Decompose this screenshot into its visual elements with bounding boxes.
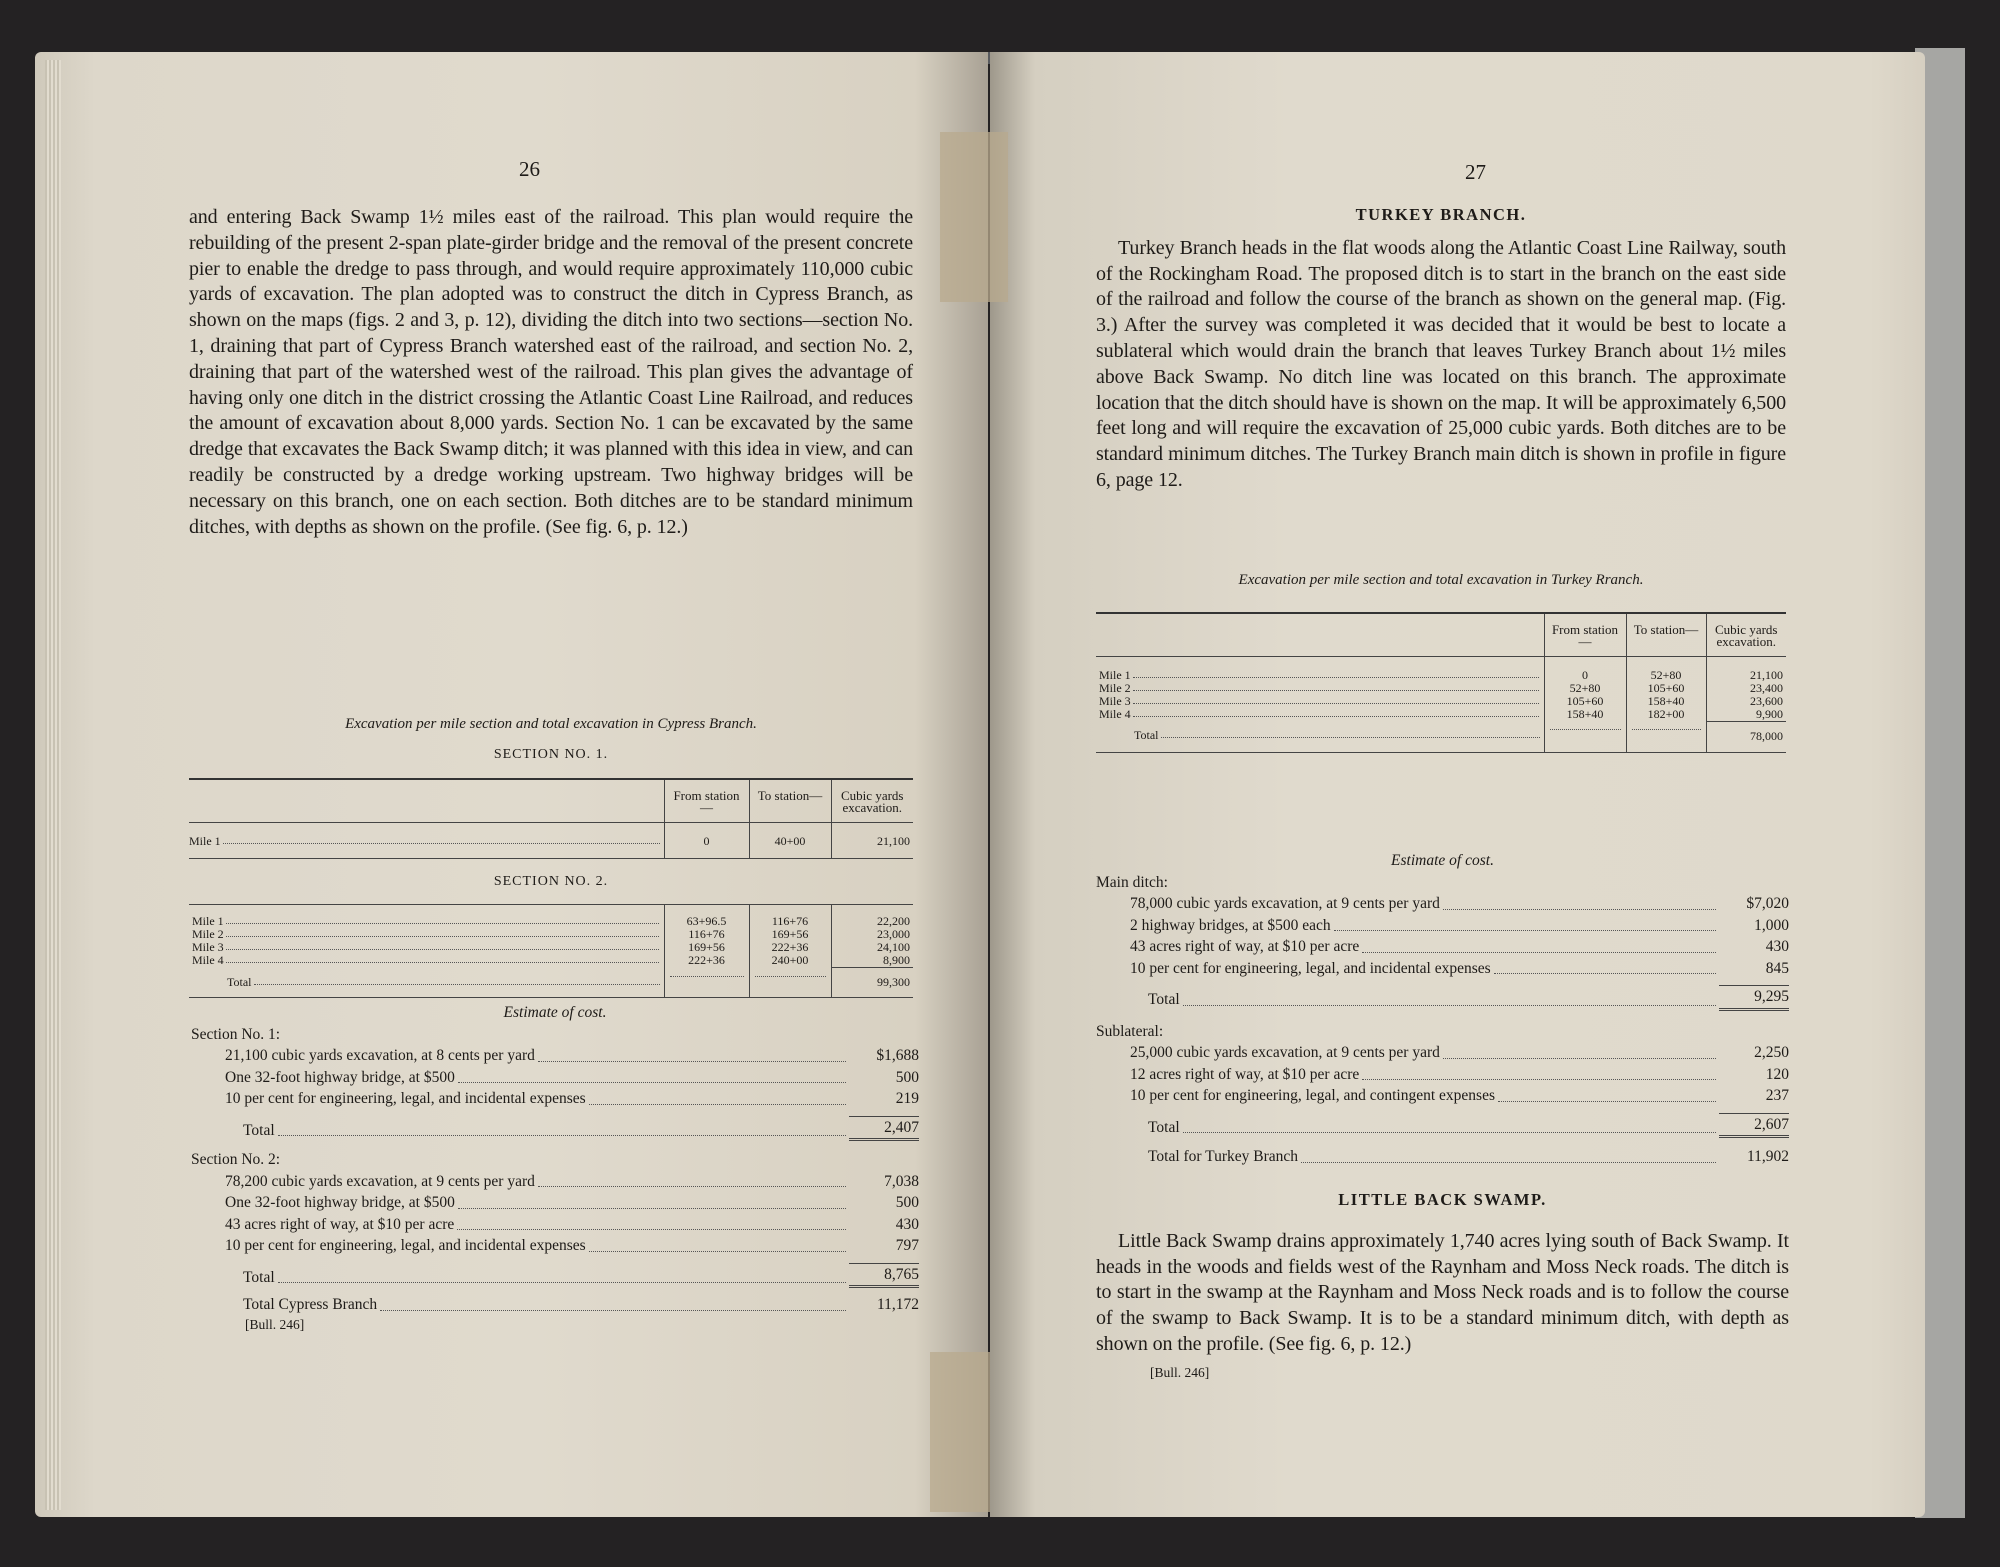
cost-item	[191, 1214, 919, 1236]
left-page	[35, 52, 988, 1517]
to-station: 240+00	[771, 953, 809, 968]
cost-amount: 500	[895, 1194, 919, 1211]
cost-item	[1096, 936, 1789, 958]
turkey-cost-estimate	[1096, 850, 1789, 1168]
cubic-yards: 8,900	[883, 953, 910, 968]
cost-item	[1096, 1042, 1789, 1064]
cost-amount: 7,038	[884, 1172, 919, 1190]
table-caption: Excavation per mile section and total excavation in Turkey Rranch.	[1238, 572, 1644, 588]
repair-tape	[940, 132, 990, 302]
cost-amount: 1,000	[1754, 916, 1789, 934]
section-heading: LITTLE BACK SWAMP.	[1338, 1190, 1547, 1209]
cost-label: 21,100 cubic yards excavation, at 8 cents per yard	[225, 1047, 535, 1064]
cost-label: 12 acres right of way, at $10 per acre	[1130, 1065, 1360, 1083]
total-value: 99,300	[831, 968, 913, 998]
paragraph: and entering Back Swamp 1½ miles east of the railroad. This plan would require the rebuilding of the present 2-span plate-girder bridge and the removal of the present concrete pier to enable the dredge to pass through, and would require approximately 110,000 cubic yards of excavation. The plan adopted was to construct the ditch in Cypress Branch, as shown on the maps (figs. 2 and 3, p. 12), dividing the ditch into two sections—section No. 1, draining that part of Cypress Branch watershed east of the railroad, and section No. 2, draining that part of the watershed west of the railroad. This plan gives the advantage of having only one ditch in the district crossing the Atlantic Coast Line Railroad, and reduces the amount of excavation about 8,000 yards. Section No. 1 can be excavated by the same dredge that excavates the Back Swamp ditch; it was planned with this idea in view, and can readily be constructed by a dredge working upstream. Two highway bridges will be necessary on this branch, one on each section. Both ditches are to be standard minimum ditches, with depths as shown on the profile. (See fig. 6, p. 12.)	[189, 206, 913, 538]
cubic-yards: 23,400	[1750, 680, 1783, 695]
cubic-yards: 22,200	[877, 914, 910, 929]
column-header: From station—	[1544, 613, 1626, 657]
total-label: Total	[1134, 728, 1159, 743]
cost-total-amount: 2,407	[849, 1116, 919, 1142]
cost-label: 78,000 cubic yards excavation, at 9 cents per yard	[1130, 895, 1440, 912]
page-edges	[45, 60, 61, 1510]
cost-item	[1096, 1085, 1789, 1107]
cost-amount: 2,250	[1754, 1044, 1789, 1061]
column-header: Cubic yards excavation.	[1706, 613, 1786, 657]
right-body-continued	[1096, 1187, 1789, 1386]
bulletin-number: [Bull. 246]	[1150, 1364, 1210, 1380]
section-heading: TURKEY BRANCH.	[1355, 205, 1527, 224]
cost-label: 2 highway bridges, at $500 each	[1130, 916, 1331, 934]
repair-tape	[930, 1352, 990, 1512]
row-label: Mile 3	[192, 940, 224, 955]
cost-label: 25,000 cubic yards excavation, at 9 cents per yard	[1130, 1044, 1440, 1061]
from-station: 169+56	[688, 940, 725, 955]
left-body	[189, 205, 913, 540]
cost-heading: Sublateral:	[1096, 1022, 1164, 1040]
cost-total-label: Total	[243, 1268, 275, 1286]
total-label: Total	[227, 974, 252, 989]
section-1-table	[189, 778, 913, 859]
from-station: 0	[1582, 667, 1588, 682]
from-station: 105+60	[1566, 693, 1604, 708]
row-label: Mile 3	[1099, 693, 1131, 708]
repair-tape	[990, 132, 1008, 302]
open-book	[35, 52, 1930, 1517]
grand-total	[191, 1294, 919, 1316]
right-page	[990, 52, 1925, 1517]
cost-label: 43 acres right of way, at $10 per acre	[225, 1215, 455, 1233]
cost-total	[191, 1263, 919, 1289]
cubic-yards: 23,000	[877, 927, 910, 942]
cost-total-amount: 9,295	[1719, 985, 1789, 1011]
cost-label: 10 per cent for engineering, legal, and incidental expenses	[225, 1090, 586, 1107]
page-number: 26	[519, 157, 540, 181]
cost-heading: Section No. 2:	[191, 1151, 281, 1168]
column-header: To station—	[749, 779, 831, 823]
from-station: 116+76	[688, 927, 725, 942]
to-station: 105+60	[1647, 680, 1685, 695]
cost-item	[191, 1088, 919, 1110]
row-label: Mile 2	[1099, 680, 1131, 695]
cost-label: One 32-foot highway bridge, at $500	[225, 1194, 455, 1211]
cost-total-label: Total	[1148, 1118, 1180, 1136]
turkey-table	[1096, 612, 1786, 754]
cost-item	[191, 1045, 919, 1067]
paragraph-text: Little Back Swamp drains approximately 1,740 acres lying south of Back Swamp. It heads in the woods and fields west of the Raynham and Moss Neck roads. The ditch is to start in the swamp at the Raynham and Moss Neck roads and is to follow the course of the swamp to Back Swamp. It is to be a standard minimum ditch, with depth as shown on the profile. (See fig. 6, p. 12.)	[1096, 1229, 1789, 1355]
cubic-yards: 24,100	[877, 940, 910, 955]
cubic-yards: 21,100	[1750, 667, 1783, 682]
row-label: Mile 1	[1099, 667, 1131, 682]
right-body	[1096, 202, 1786, 494]
cypress-cost-estimate	[191, 1002, 919, 1335]
cost-label: 43 acres right of way, at $10 per acre	[1130, 938, 1360, 955]
cost-label: 78,200 cubic yards excavation, at 9 cents per yard	[225, 1172, 535, 1190]
to-station: 182+00	[1647, 706, 1685, 721]
cost-item	[1096, 1064, 1789, 1086]
to-station: 169+56	[771, 927, 809, 942]
grand-total-amount: 11,172	[876, 1296, 919, 1313]
cost-item	[191, 1235, 919, 1257]
estimate-caption: Estimate of cost.	[503, 1004, 607, 1021]
cost-amount: 500	[895, 1068, 919, 1086]
table-total-row	[189, 968, 913, 998]
cost-label: 10 per cent for engineering, legal, and contingent expenses	[1130, 1087, 1495, 1104]
cubic-yards: 23,600	[1750, 693, 1783, 708]
grand-total-label: Total Cypress Branch	[243, 1296, 378, 1313]
table-row	[189, 822, 913, 858]
cost-item	[1096, 958, 1789, 980]
cost-amount: 430	[895, 1215, 919, 1233]
grand-total	[1096, 1146, 1789, 1168]
grand-total-amount: 11,902	[1746, 1148, 1789, 1165]
section-title: SECTION NO. 1.	[493, 746, 609, 762]
cost-item	[191, 1067, 919, 1089]
estimate-caption: Estimate of cost.	[1391, 852, 1494, 869]
cost-total	[1096, 985, 1789, 1011]
table-caption: Excavation per mile section and total excavation in Cypress Branch.	[345, 716, 757, 732]
cost-item	[191, 1171, 919, 1193]
grand-total-label: Total for Turkey Branch	[1148, 1148, 1299, 1165]
paragraph	[1096, 236, 1786, 494]
cost-item	[1096, 893, 1789, 915]
cost-amount: 845	[1765, 959, 1789, 977]
bulletin-number: [Bull. 246]	[245, 1316, 305, 1332]
from-station: 63+96.5	[686, 914, 727, 929]
to-station: 52+80	[1650, 667, 1682, 682]
page-number: 27	[1465, 160, 1486, 184]
cost-label: One 32-foot highway bridge, at $500	[225, 1068, 455, 1086]
to-station: 116+76	[771, 914, 809, 929]
section-title: SECTION NO. 2.	[493, 873, 609, 889]
cubic-yards: 9,900	[1756, 706, 1783, 721]
cost-total	[1096, 1113, 1789, 1139]
cost-total-label: Total	[243, 1121, 275, 1139]
column-header: From station—	[664, 779, 749, 823]
cost-label: 10 per cent for engineering, legal, and incidental expenses	[1130, 959, 1491, 977]
row-label: Mile 4	[1099, 706, 1131, 721]
cost-item	[1096, 915, 1789, 937]
to-station: 222+36	[771, 940, 809, 955]
from-station: 0	[664, 822, 749, 858]
cost-amount: $1,688	[876, 1047, 919, 1064]
cypress-excavation-table	[189, 712, 913, 998]
from-station: 52+80	[1569, 680, 1601, 695]
cost-heading: Section No. 1:	[191, 1025, 281, 1043]
column-header: To station—	[1626, 613, 1706, 657]
cost-amount: 120	[1765, 1065, 1789, 1083]
from-station: 222+36	[688, 953, 725, 968]
from-station: 158+40	[1566, 706, 1604, 721]
cost-amount: 237	[1765, 1087, 1789, 1104]
to-station: 40+00	[749, 822, 831, 858]
to-station: 158+40	[1647, 693, 1685, 708]
cost-amount: $7,020	[1746, 895, 1789, 912]
cost-amount: 219	[895, 1090, 919, 1107]
cost-heading: Main ditch:	[1096, 873, 1168, 891]
total-value: 78,000	[1706, 721, 1786, 753]
paragraph	[1096, 1229, 1789, 1358]
cost-amount: 430	[1765, 938, 1789, 955]
table-total-row	[1096, 721, 1786, 753]
cost-total-label: Total	[1148, 991, 1180, 1008]
cost-total-amount: 2,607	[1719, 1113, 1789, 1139]
turkey-excavation-table	[1096, 568, 1786, 753]
row-label: Mile 1	[192, 914, 224, 929]
cubic-yards: 21,100	[831, 822, 913, 858]
row-label: Mile 4	[192, 953, 224, 968]
row-label: Mile 1	[189, 833, 221, 848]
paragraph-text: Turkey Branch heads in the flat woods along the Atlantic Coast Line Railway, south of the Rockingham Road. The proposed ditch is to start in the branch on the east side of the railroad and follow the course of the branch as shown on the general map. (Fig. 3.) After the survey was completed it was decided that it would be best to locate a sublateral which would drain the branch that leaves Turkey Branch about 1½ miles above Back Swamp. No ditch line was located on this branch. The approximate location that the ditch should have is shown on the map. It will be approximately 6,500 feet long and will require the excavation of 25,000 cubic yards. Both ditches are to be standard minimum ditches. The Turkey Branch main ditch is shown in profile in figure 6, page 12.	[1096, 236, 1786, 491]
cost-total	[191, 1116, 919, 1142]
cost-item	[191, 1192, 919, 1214]
cost-amount: 797	[895, 1237, 919, 1254]
column-header: Cubic yards excavation.	[831, 779, 913, 823]
section-2-table	[189, 904, 913, 998]
row-label: Mile 2	[192, 927, 224, 942]
cost-total-amount: 8,765	[849, 1263, 919, 1289]
cost-label: 10 per cent for engineering, legal, and incidental expenses	[225, 1237, 586, 1254]
